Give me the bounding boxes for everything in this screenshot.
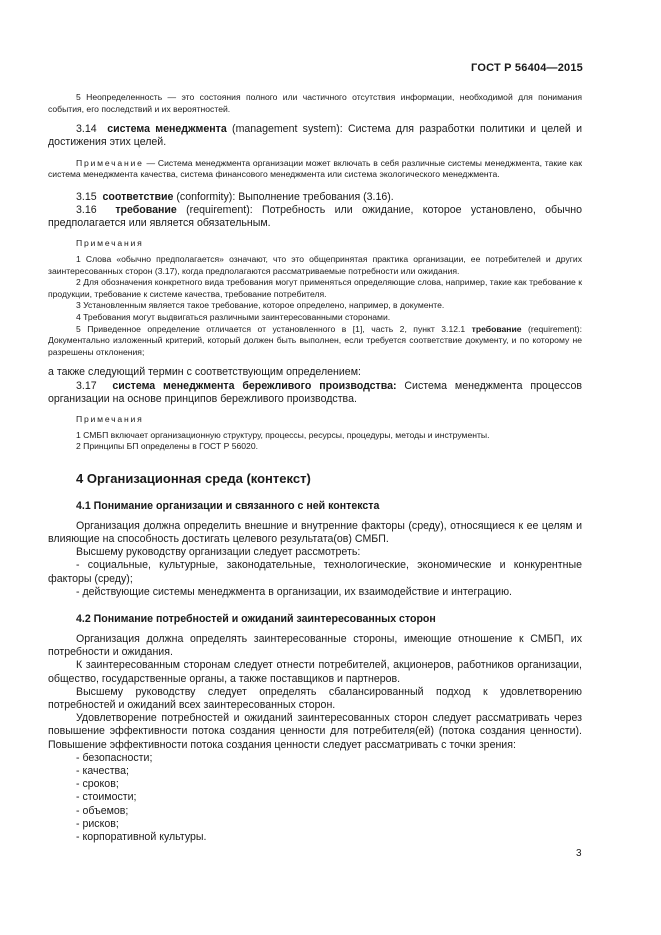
list-item: - качества; (76, 764, 129, 777)
list-item: - безопасности; (76, 751, 153, 764)
notes-label: Примечания (76, 238, 144, 249)
also-line: а также следующий термин с соответствующим определением: (48, 366, 361, 379)
paragraph: Организация должна определять заинтересованные стороны, имеющие отношение к СМБП, их потребности и ожидания. (48, 632, 582, 659)
def-text: (conformity): Выполнение требования (3.16). (173, 190, 394, 203)
top-note: 5 Неопределенность — это состояния полного или частичного отсутствия информации, необходимой для понимания события, его последствий и их вероятностей. (48, 92, 582, 114)
list-item: - корпоративной культуры. (76, 830, 207, 843)
def-term: требование (115, 203, 177, 216)
paragraph: К заинтересованным сторонам следует отнести потребителей, акционеров, работников организации, общество, государственные органы, а также поставщиков и партнеров. (48, 659, 582, 685)
definition-3-15 (48, 191, 582, 204)
section-4-1-heading: 4.1 Понимание организации и связанного с ней контекста (76, 499, 380, 512)
def-term: система менеджмента бережливого производства: (112, 379, 397, 392)
def-number: 3.17 (76, 379, 97, 392)
def-number: 3.14 (76, 123, 97, 136)
section-4-2-heading: 4.2 Понимание потребностей и ожиданий заинтересованных сторон (76, 612, 436, 625)
note-text: (requirement): Документально изложенный критерий, который должен быть выполнен, если требуется соответствие документу, и по которому не разрешены отклонения; (48, 323, 582, 357)
paragraph: Организация должна определить внешние и внутренние факторы (среду), относящиеся к ее целям и влияющие на способность достигать целевого результата(ов) СМБП. (48, 519, 582, 545)
note-text: 5 Приведенное определение отличается от установленного в [1], часть 2, пункт 3.12.1 (76, 323, 472, 334)
standard-header: ГОСТ Р 56404—2015 (471, 62, 583, 74)
page-content (48, 92, 582, 844)
def-number: 3.15 (76, 190, 97, 203)
def-text: (requirement): Потребность или ожидание, которое установлено, обычно предполагается или является обязательным. (48, 203, 582, 230)
note-item: 2 Принципы БП определены в ГОСТ Р 56020. (76, 441, 258, 452)
notes-label: Примечания (76, 413, 144, 424)
paragraph: Высшему руководству следует определять сбалансированный подход к удовлетворению потребностей и ожиданий всех заинтересованных сторон. (48, 685, 582, 711)
list-item: - сроков; (76, 778, 119, 791)
page-number: 3 (576, 848, 582, 859)
list-item: - действующие системы менеджмента в организации, их взаимодействие и интеграцию. (76, 585, 512, 598)
note-item: 1 СМБП включает организационную структуру, процессы, ресурсы, процедуры, методы и инструменты. (76, 429, 490, 440)
note-text: — Система менеджмента организации может включать в себя различные системы менеджмента, такие как система менеджмента качества, система финансового менеджмента или система экологического менеджмента. (48, 157, 582, 180)
note-3-14 (48, 158, 582, 181)
def-number: 3.16 (76, 203, 97, 216)
note-item (48, 324, 582, 359)
definition-3-17 (48, 380, 582, 406)
note-item: 1 Слова «обычно предполагается» означают, что это общепринятая практика организации, ее потребителей и других заинтересованных сторон (3.17), когда предполагаются рассматриваемые потребности или ожидания. (48, 253, 582, 276)
list-item: - объемов; (76, 804, 129, 817)
def-text: Система менеджмента процессов организации на основе принципов бережливого производства. (48, 379, 582, 405)
def-term: соответствие (102, 190, 174, 203)
note-item: 4 Требования могут выдвигаться различными заинтересованными сторонами. (76, 311, 391, 322)
def-text: (management system): Система для разработки политики и целей и достижения этих целей. (48, 123, 582, 149)
def-term: система менеджмента (107, 123, 227, 136)
list-item: - стоимости; (76, 791, 137, 804)
definition-3-14 (48, 123, 582, 149)
list-item: - социальные, культурные, законодательные, технологические, экономические и конкурентные факторы (среду); (48, 559, 582, 585)
list-item: - рисков; (76, 817, 119, 830)
section-4-heading: 4 Организационная среда (контекст) (76, 470, 311, 486)
paragraph: Высшему руководству организации следует рассмотреть: (76, 546, 361, 559)
note-label: Примечание (76, 157, 144, 168)
definition-3-16 (48, 204, 582, 230)
note-item: 2 Для обозначения конкретного вида требования могут применяться определяющие слова, например, такие как требование к продукции, требование к системе качества, требование потребителя. (48, 277, 582, 299)
note-term: требование (471, 323, 522, 334)
note-item: 3 Установленным является такое требование, которое определено, например, в документе. (76, 300, 445, 311)
paragraph: Удовлетворение потребностей и ожиданий заинтересованных сторон следует рассматривать через повышение эффективности потока создания ценности для потребителя(ей) (потока создания ценности). Повышение эффективности потока создания ценности следует рассматривать с точки зрения: (48, 712, 582, 751)
